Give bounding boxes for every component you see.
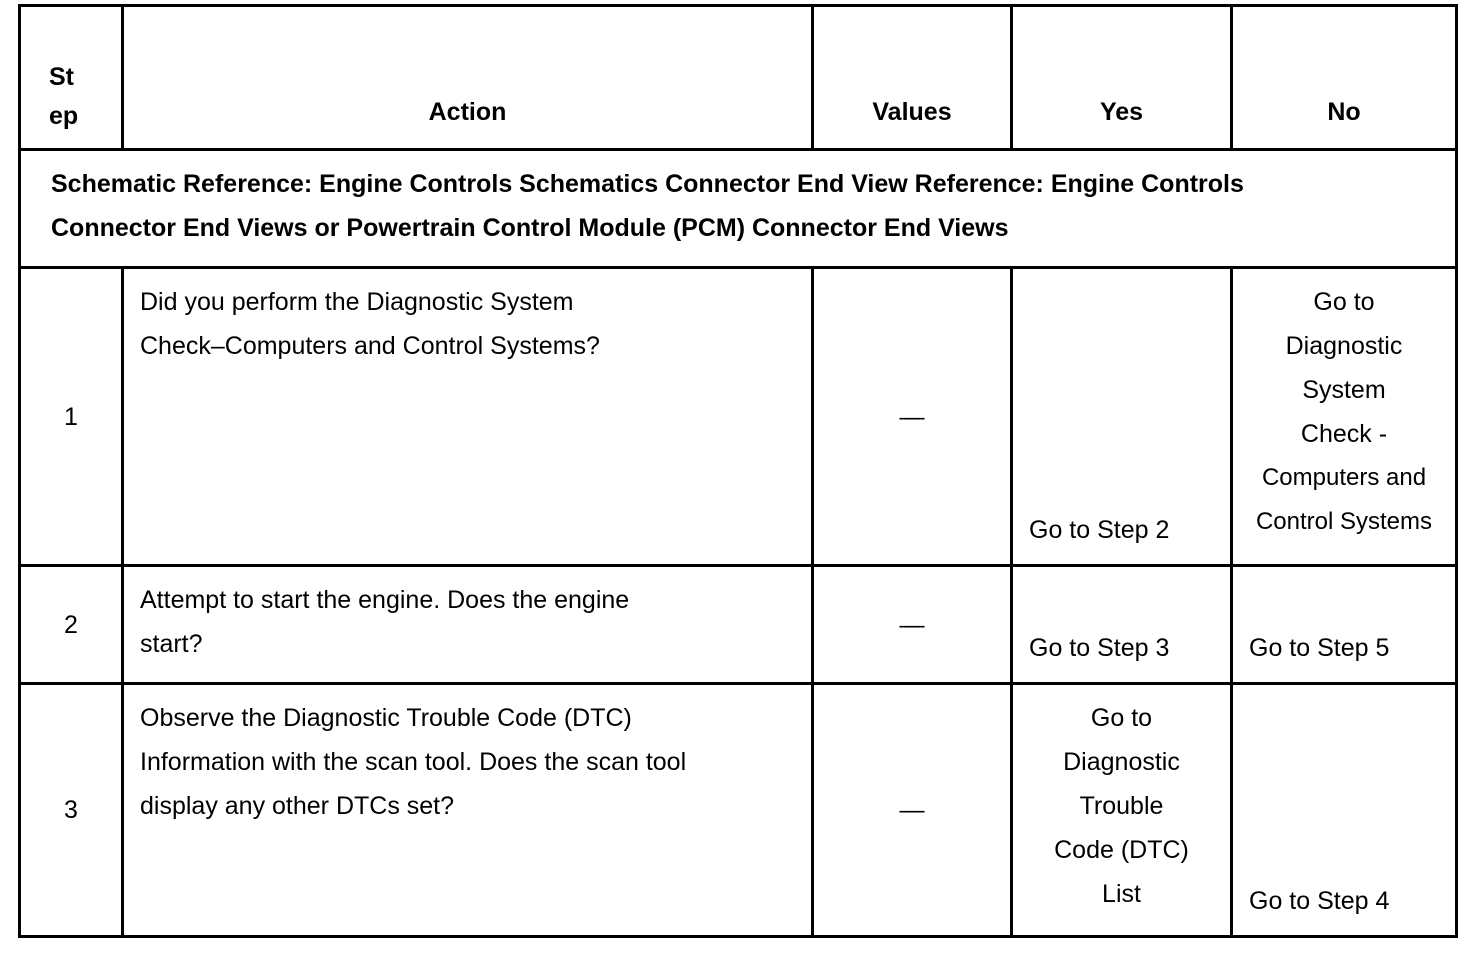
yes-cell: Go to Step 2 — [1012, 268, 1232, 566]
action-line: Check–Computers and Control Systems? — [140, 332, 600, 360]
action-cell — [123, 566, 813, 684]
step-number: 2 — [20, 566, 123, 684]
values-cell: — — [813, 268, 1012, 566]
no-cell: Go to Step 4 — [1232, 684, 1457, 937]
header-step-line2: ep — [49, 102, 79, 130]
table-row — [20, 566, 1457, 684]
header-step-line1: St — [49, 63, 74, 91]
header-yes: Yes — [1012, 6, 1232, 150]
no-cell — [1232, 268, 1457, 566]
no-line: Go to — [1313, 288, 1375, 316]
values-cell: — — [813, 684, 1012, 937]
schematic-reference — [20, 150, 1457, 268]
yes-line: Diagnostic — [1063, 748, 1180, 776]
no-line: System — [1302, 376, 1386, 404]
action-line: start? — [140, 630, 203, 658]
yes-line: Code (DTC) — [1054, 836, 1189, 864]
no-line: Diagnostic — [1285, 332, 1403, 360]
header-values: Values — [813, 6, 1012, 150]
step-number: 3 — [20, 684, 123, 937]
table-row — [20, 268, 1457, 566]
header-row — [20, 6, 1457, 150]
table-row — [20, 684, 1457, 937]
reference-line2: Connector End Views or Powertrain Control Module (PCM) Connector End Views — [51, 214, 1009, 242]
action-line: Observe the Diagnostic Trouble Code (DTC) — [140, 704, 632, 732]
header-action: Action — [123, 6, 813, 150]
action-line: Information with the scan tool. Does the scan tool — [140, 748, 687, 776]
yes-line: List — [1102, 880, 1141, 908]
diagnostic-table — [18, 4, 1458, 938]
header-no: No — [1232, 6, 1457, 150]
action-line: Attempt to start the engine. Does the engine — [140, 586, 630, 614]
action-line: Did you perform the Diagnostic System — [140, 288, 574, 316]
no-cell: Go to Step 5 — [1232, 566, 1457, 684]
no-line: Computers and — [1261, 464, 1427, 491]
yes-cell: Go to Step 3 — [1012, 566, 1232, 684]
reference-row — [20, 150, 1457, 268]
action-line: display any other DTCs set? — [140, 792, 455, 820]
yes-line: Go to — [1090, 704, 1153, 732]
no-line: Check - — [1300, 420, 1388, 448]
values-cell: — — [813, 566, 1012, 684]
no-line: Control Systems — [1255, 508, 1433, 535]
action-cell — [123, 268, 813, 566]
step-number: 1 — [20, 268, 123, 566]
yes-cell — [1012, 684, 1232, 937]
reference-line1: Schematic Reference: Engine Controls Schematics Connector End View Reference: Engine Controls — [51, 170, 1244, 198]
header-step — [20, 6, 123, 150]
yes-line: Trouble — [1079, 792, 1164, 820]
action-cell — [123, 684, 813, 937]
